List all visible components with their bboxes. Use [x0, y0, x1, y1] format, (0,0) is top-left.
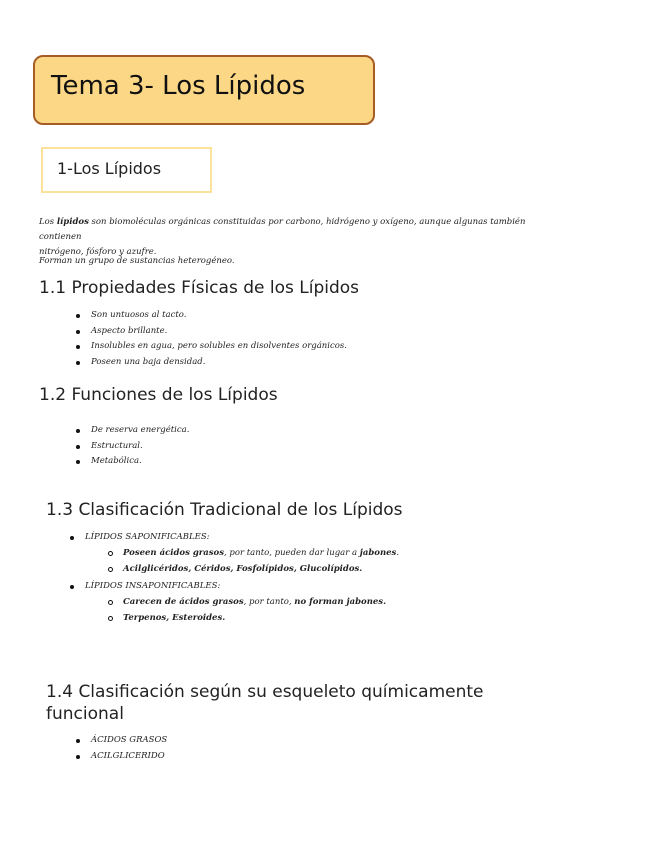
list-item: De reserva energética.	[91, 423, 189, 439]
list-item: Poseen una baja densidad.	[91, 355, 347, 371]
text: .	[396, 548, 400, 558]
bold-text: jabones	[359, 548, 397, 558]
sublist-item	[123, 546, 399, 562]
list-item: Insolubles en agua, pero solubles en disolventes orgánicos.	[91, 339, 347, 355]
list-item: ACILGLICERIDO	[91, 749, 167, 765]
section1-list	[91, 308, 347, 370]
bold-text: Poseen ácidos grasos	[123, 548, 225, 558]
section2-list	[91, 423, 189, 470]
sublist-item	[123, 611, 386, 627]
list-item: Aspecto brillante.	[91, 324, 347, 340]
list-item: ÁCIDOS GRASOS	[91, 733, 167, 749]
bold-text: Acilglicéridos, Céridos, Fosfolípidos, Glucolípidos.	[123, 563, 363, 574]
list-item-saponificables: LÍPIDOS SAPONIFICABLES:	[85, 530, 210, 546]
text: , por tanto,	[243, 597, 295, 607]
list-item: Son untuosos al tacto.	[91, 308, 347, 324]
subtitle: 1-Los Lípidos	[57, 159, 162, 178]
intro-line2: nitrógeno, fósforo y azufre.	[39, 247, 157, 257]
intro-bold-term: lípidos	[56, 217, 89, 227]
section2-heading: 1.2 Funciones de los Lípidos	[39, 385, 278, 405]
bold-text: Carecen de ácidos grasos	[123, 597, 244, 607]
section4-heading-line2: funcional	[46, 704, 124, 724]
bold-text: no forman jabones.	[294, 597, 387, 607]
intro-text: Los	[39, 217, 57, 227]
section4-list	[91, 733, 167, 764]
section3-sublist-1	[123, 546, 399, 577]
list-item: Metabólica.	[91, 454, 189, 470]
section4-heading	[46, 681, 484, 725]
section1-heading: 1.1 Propiedades Físicas de los Lípidos	[39, 278, 360, 298]
intro-line3: Forman un grupo de sustancias heterogéneo.	[39, 256, 235, 266]
bold-text: Terpenos, Esteroides.	[123, 612, 226, 623]
subtitle-box	[41, 147, 212, 193]
page-title: Tema 3- Los Lípidos	[51, 71, 306, 101]
intro-text-rest: son biomoléculas orgánicas constituidas por carbono, hidrógeno y oxígeno, aunque algunas también contienen	[39, 217, 526, 242]
text: , por tanto, pueden dar lugar a	[224, 548, 360, 558]
section4-heading-line1: 1.4 Clasificación según su esqueleto químicamente	[46, 682, 484, 702]
section3-sublist-2	[123, 595, 386, 626]
section3-heading: 1.3 Clasificación Tradicional de los Lípidos	[46, 500, 403, 520]
title-box	[33, 55, 375, 125]
section3-list-2	[85, 579, 220, 595]
section3-list	[85, 530, 210, 546]
sublist-item	[123, 595, 386, 611]
sublist-item	[123, 562, 399, 578]
list-item-insaponificables: LÍPIDOS INSAPONIFICABLES:	[85, 579, 220, 595]
list-item: Estructural.	[91, 439, 189, 455]
